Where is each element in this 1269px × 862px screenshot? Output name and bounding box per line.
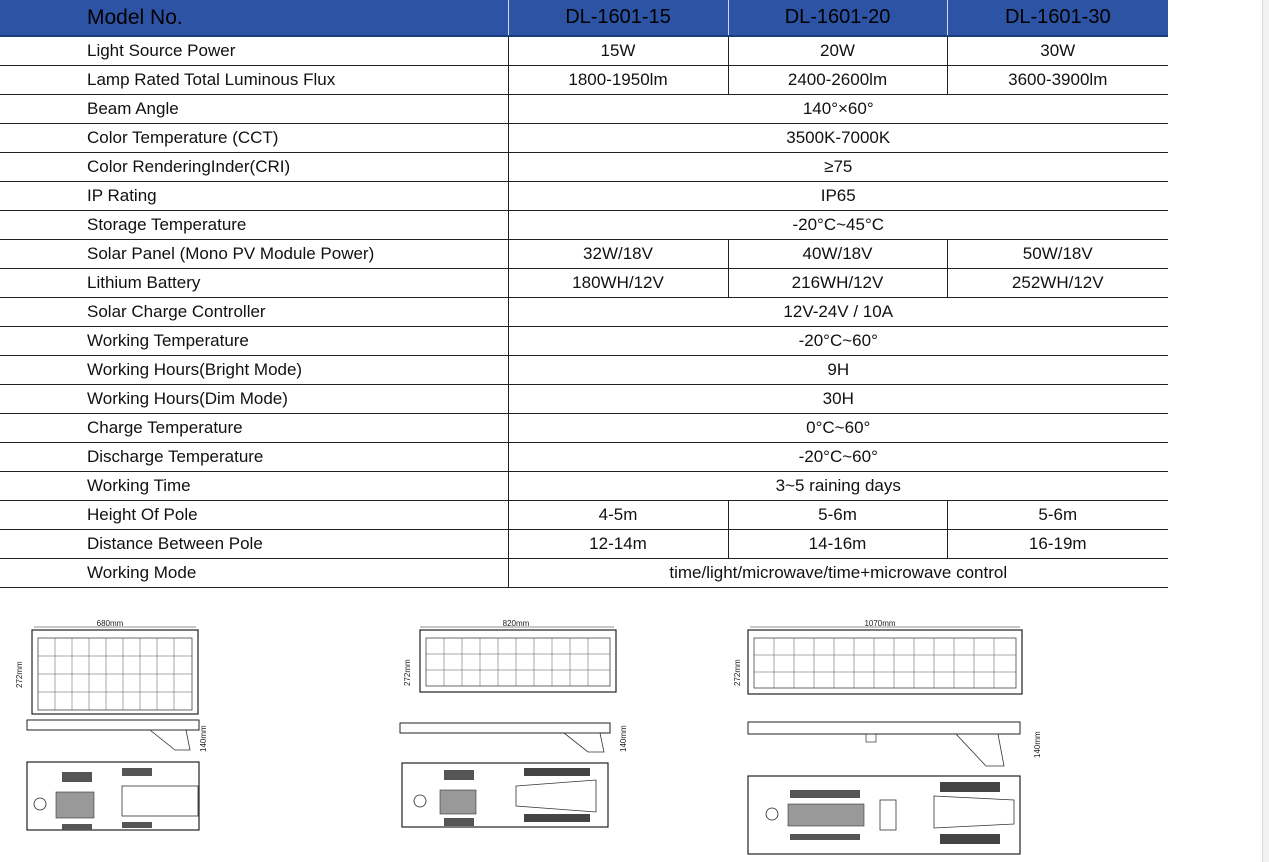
row-value: 5-6m — [728, 501, 947, 530]
vent-slots — [122, 768, 152, 776]
row-value: 216WH/12V — [728, 269, 947, 298]
vent-slots — [62, 772, 92, 782]
row-label: Color RenderingInder(CRI) — [0, 153, 508, 182]
row-value: 16-19m — [947, 530, 1168, 559]
solar-panel-outline — [32, 630, 198, 714]
table-row — [0, 269, 1168, 298]
row-value: 14-16m — [728, 530, 947, 559]
vent-slots — [790, 790, 860, 798]
row-value: 12-14m — [508, 530, 728, 559]
bottom-view — [27, 762, 199, 830]
row-value: 32W/18V — [508, 240, 728, 269]
panel-grid — [38, 638, 192, 710]
row-value: 12V-24V / 10A — [508, 298, 1168, 327]
mount-bracket — [564, 733, 604, 752]
table-row — [0, 472, 1168, 501]
panel-grid — [426, 638, 610, 686]
row-value: -20°C~45°C — [508, 211, 1168, 240]
row-label: Storage Temperature — [0, 211, 508, 240]
row-value: -20°C~60° — [508, 327, 1168, 356]
row-value: 3600-3900lm — [947, 66, 1168, 95]
row-value: 30H — [508, 385, 1168, 414]
table-row — [0, 182, 1168, 211]
row-value: 20W — [728, 36, 947, 66]
row-label: Working Hours(Bright Mode) — [0, 356, 508, 385]
drawing-dl-1601-15 — [10, 600, 240, 862]
solar-panel-outline — [748, 630, 1022, 694]
vent-slots — [444, 770, 474, 780]
page-right-edge — [1262, 0, 1269, 862]
row-value: 30W — [947, 36, 1168, 66]
led-module — [56, 792, 94, 818]
sensor-icon — [414, 795, 426, 807]
depth-dim-label: 140mm — [1033, 731, 1042, 758]
row-label: Beam Angle — [0, 95, 508, 124]
row-value: 4-5m — [508, 501, 728, 530]
sensor-icon — [34, 798, 46, 810]
row-label: Lamp Rated Total Luminous Flux — [0, 66, 508, 95]
row-value: 9H — [508, 356, 1168, 385]
row-label: Solar Charge Controller — [0, 298, 508, 327]
height-dim-label: 272mm — [15, 661, 24, 688]
table-row — [0, 414, 1168, 443]
side-profile — [400, 723, 610, 733]
row-label: Light Source Power — [0, 36, 508, 66]
row-label: Solar Panel (Mono PV Module Power) — [0, 240, 508, 269]
depth-dim-label: 140mm — [619, 725, 628, 752]
heat-fins — [524, 768, 590, 776]
panel-grid — [754, 638, 1016, 688]
row-value: 140°×60° — [508, 95, 1168, 124]
table-row — [0, 95, 1168, 124]
row-value: 1800-1950lm — [508, 66, 728, 95]
table-row — [0, 327, 1168, 356]
drawing-dl-1601-20 — [396, 600, 636, 862]
row-value: IP65 — [508, 182, 1168, 211]
width-dim-label: 1070mm — [864, 619, 896, 628]
row-value: time/light/microwave/time+microwave control — [508, 559, 1168, 588]
header-model-label: Model No. — [0, 0, 508, 36]
table-row — [0, 530, 1168, 559]
table-row — [0, 501, 1168, 530]
row-label: Lithium Battery — [0, 269, 508, 298]
table-header-row — [0, 0, 1168, 36]
row-value: 15W — [508, 36, 728, 66]
table-row — [0, 559, 1168, 588]
led-module — [440, 790, 476, 814]
row-label: Charge Temperature — [0, 414, 508, 443]
solar-panel-outline — [420, 630, 616, 692]
side-profile — [27, 720, 199, 730]
vent-slots — [790, 834, 860, 840]
heat-fins — [524, 814, 590, 822]
solar-panel-cells — [426, 638, 610, 686]
vent-slots — [62, 824, 92, 830]
row-label: Discharge Temperature — [0, 443, 508, 472]
row-value: 50W/18V — [947, 240, 1168, 269]
height-dim-label: 272mm — [733, 659, 742, 686]
table-row — [0, 356, 1168, 385]
table-row — [0, 153, 1168, 182]
table-row — [0, 66, 1168, 95]
row-label: IP Rating — [0, 182, 508, 211]
heat-fins — [940, 834, 1000, 844]
table-row — [0, 211, 1168, 240]
row-value: 0°C~60° — [508, 414, 1168, 443]
table-row — [0, 240, 1168, 269]
row-value: 40W/18V — [728, 240, 947, 269]
sensor-housing — [866, 734, 876, 742]
row-value: 252WH/12V — [947, 269, 1168, 298]
solar-panel-cells — [754, 638, 1016, 688]
mount-bracket — [956, 734, 1004, 766]
header-model-20: DL-1601-20 — [728, 0, 947, 36]
row-label: Height Of Pole — [0, 501, 508, 530]
vent-slots — [122, 822, 152, 828]
row-label: Working Temperature — [0, 327, 508, 356]
pole-mount — [122, 786, 198, 816]
width-dim-label: 680mm — [96, 619, 124, 628]
row-label: Working Time — [0, 472, 508, 501]
dimension-drawings — [0, 600, 1100, 862]
table-row — [0, 298, 1168, 327]
drawing-dl-1601-30 — [728, 600, 1058, 862]
table-row — [0, 443, 1168, 472]
row-value: 3500K-7000K — [508, 124, 1168, 153]
table-row — [0, 124, 1168, 153]
pole-mount — [934, 796, 1014, 828]
heat-fins — [940, 782, 1000, 792]
row-label: Working Mode — [0, 559, 508, 588]
header-model-30: DL-1601-30 — [947, 0, 1168, 36]
side-profile — [748, 722, 1020, 734]
row-value: 5-6m — [947, 501, 1168, 530]
row-value: 180WH/12V — [508, 269, 728, 298]
row-value: ≥75 — [508, 153, 1168, 182]
row-label: Color Temperature (CCT) — [0, 124, 508, 153]
row-label: Working Hours(Dim Mode) — [0, 385, 508, 414]
table-row — [0, 36, 1168, 66]
row-label: Distance Between Pole — [0, 530, 508, 559]
row-value: -20°C~60° — [508, 443, 1168, 472]
depth-dim-label: 140mm — [199, 725, 208, 752]
mount-bracket — [150, 730, 190, 750]
header-model-15: DL-1601-15 — [508, 0, 728, 36]
control-box — [880, 800, 896, 830]
height-dim-label: 272mm — [403, 659, 412, 686]
row-value: 3~5 raining days — [508, 472, 1168, 501]
vent-slots — [444, 818, 474, 826]
pole-mount — [516, 780, 596, 812]
row-value: 2400-2600lm — [728, 66, 947, 95]
width-dim-label: 820mm — [502, 619, 530, 628]
sensor-icon — [766, 808, 778, 820]
led-module — [788, 804, 864, 826]
table-row — [0, 385, 1168, 414]
